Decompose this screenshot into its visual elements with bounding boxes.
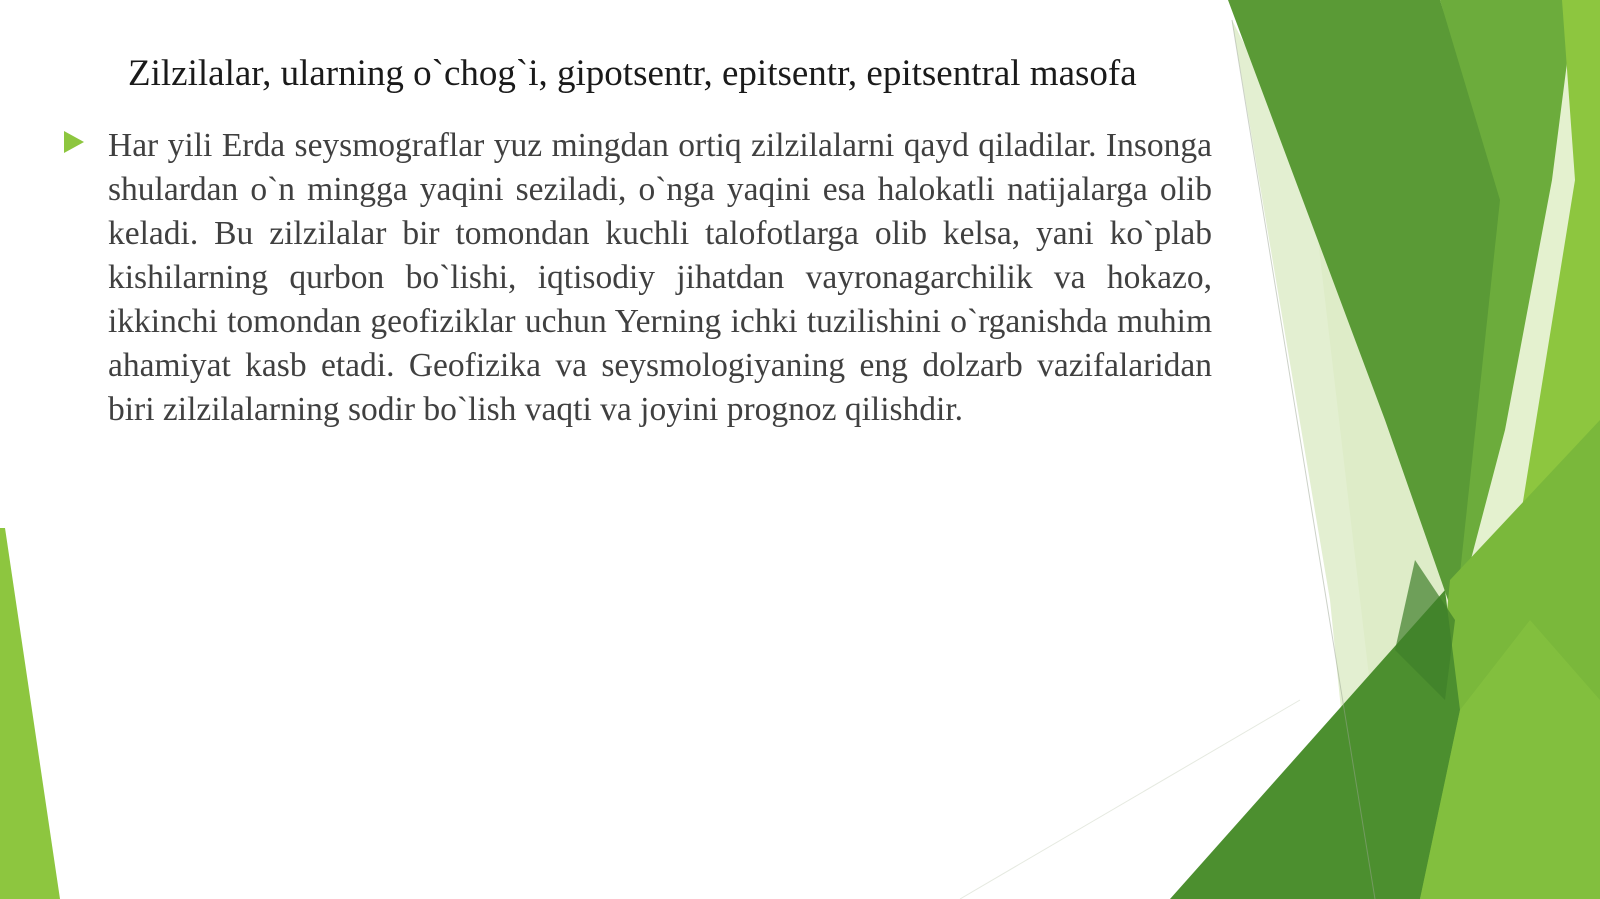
list-item [62, 124, 1212, 432]
slide-title: Zilzilalar, ularning o`chog`i, gipotsentr, epitsentr, epitsentral masofa [128, 53, 1137, 94]
facet-left-bottom [0, 528, 60, 899]
bullet-text: Har yili Erda seysmograflar yuz mingdan ortiq zilzilalarni qayd qiladilar. Insonga shulardan o`n mingga yaqini seziladi, o`nga yaqini esa halokatli natijalarga olib keladi. Bu zilzilalar bir tomondan kuchli talofotlarga olib kelsa, yani ko`plab kishilarning qurbon bo`lishi, iqtisodiy jihatdan vayronagarchilik va hokazo, ikkinchi tomondan geofiziklar uchun Yerning ichki tuzilishini o`rganishda muhim ahamiyat kasb etadi. Geofizika va seysmologiyaning eng dolzarb vazifalaridan biri zilzilalarning sodir bo`lish vaqti va joyini prognoz qilishdir. [108, 127, 1212, 428]
bullet-list [62, 124, 1212, 432]
triangle-bullet-icon [64, 131, 84, 153]
